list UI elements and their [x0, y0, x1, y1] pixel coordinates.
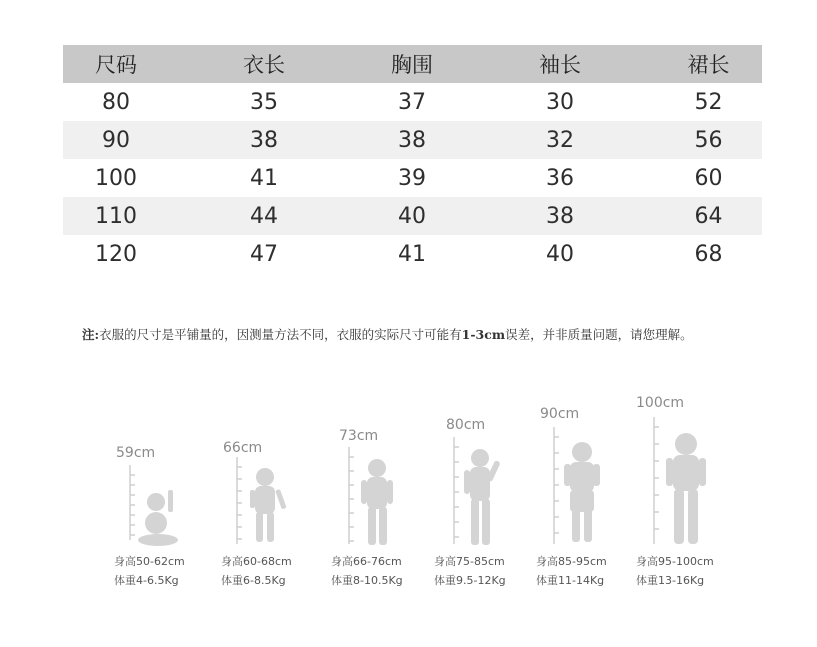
child-waving-icon — [442, 432, 522, 552]
caption-height: 身高95-100cm — [636, 555, 714, 568]
table-cell: 100 — [95, 165, 137, 191]
table-cell: 110 — [95, 203, 137, 229]
table-cell: 47 — [250, 241, 278, 267]
size-table — [63, 45, 762, 273]
table-cell: 38 — [398, 127, 426, 153]
note-prefix: 注: — [82, 327, 100, 342]
caption-height: 身高50-62cm — [114, 555, 185, 568]
table-cell: 60 — [694, 165, 723, 191]
header-chest: 胸围 — [391, 53, 433, 77]
height-label: 73cm — [339, 428, 379, 444]
table-cell: 56 — [694, 127, 723, 153]
table-cell: 44 — [250, 203, 278, 229]
measurement-note — [82, 325, 802, 343]
baby-sitting-icon — [118, 460, 188, 550]
note-text-before: 衣服的尺寸是平铺量的，因测量方法不同，衣服的实际尺寸可能有 — [99, 327, 462, 342]
caption-weight: 体重11-14Kg — [536, 574, 605, 587]
header-skirt: 裙长 — [687, 53, 730, 77]
caption-weight: 体重9.5-12Kg — [434, 574, 506, 587]
caption-weight: 体重6-8.5Kg — [221, 574, 286, 587]
table-row — [63, 83, 762, 121]
table-row — [63, 121, 762, 159]
note-text-after: 误差，并非质量问题，请您理解。 — [505, 327, 693, 342]
height-label: 66cm — [223, 440, 263, 456]
caption-height: 身高85-95cm — [536, 555, 607, 568]
table-cell: 30 — [546, 89, 574, 115]
table-cell: 120 — [95, 241, 137, 267]
table-cell: 41 — [398, 241, 426, 267]
table-row — [63, 159, 762, 197]
table-cell: 80 — [102, 89, 130, 115]
caption-weight: 体重8-10.5Kg — [331, 574, 403, 587]
caption-weight: 体重13-16Kg — [636, 574, 705, 587]
header-size: 尺码 — [95, 53, 137, 77]
height-label: 59cm — [116, 445, 156, 461]
table-cell: 32 — [546, 127, 574, 153]
height-label: 90cm — [540, 406, 580, 422]
table-cell: 37 — [398, 89, 426, 115]
caption-height: 身高75-85cm — [434, 555, 505, 568]
table-cell: 40 — [398, 203, 426, 229]
table-cell: 64 — [694, 203, 723, 229]
table-row — [63, 235, 762, 273]
child-standing-icon — [642, 412, 727, 552]
table-cell: 68 — [694, 241, 723, 267]
table-cell: 38 — [250, 127, 278, 153]
table-cell: 40 — [546, 241, 574, 267]
table-cell: 35 — [250, 89, 278, 115]
table-cell: 52 — [694, 89, 723, 115]
note-bold-range: 1-3cm — [461, 327, 506, 342]
header-sleeve: 袖长 — [539, 53, 581, 77]
height-label: 100cm — [636, 395, 685, 411]
child-shorts-icon — [542, 422, 622, 552]
size-figures — [0, 390, 817, 610]
caption-weight: 体重4-6.5Kg — [114, 574, 179, 587]
table-cell: 41 — [250, 165, 278, 191]
table-cell: 36 — [546, 165, 574, 191]
height-label: 80cm — [446, 417, 486, 433]
table-header-row — [63, 45, 762, 83]
toddler-icon — [225, 452, 300, 552]
table-row — [63, 197, 762, 235]
table-cell: 39 — [398, 165, 426, 191]
table-cell: 38 — [546, 203, 574, 229]
table-cell: 90 — [102, 127, 130, 153]
header-length: 衣长 — [243, 53, 285, 77]
caption-height: 身高66-76cm — [331, 555, 402, 568]
child-icon — [337, 442, 412, 552]
caption-height: 身高60-68cm — [221, 555, 292, 568]
